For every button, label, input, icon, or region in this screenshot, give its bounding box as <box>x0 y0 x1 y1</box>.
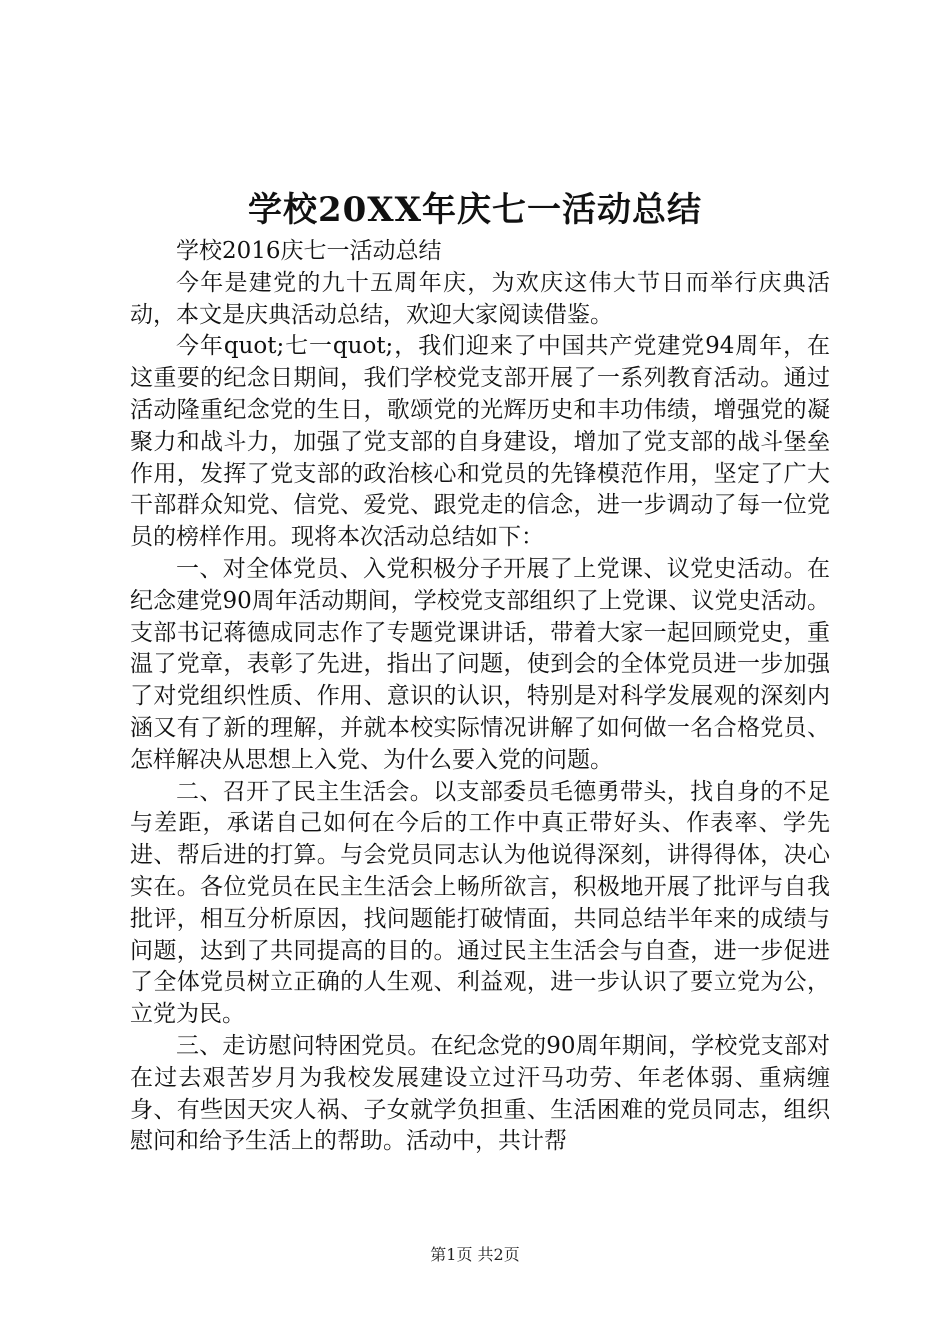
page-title: 学校20XX年庆七一活动总结 <box>247 190 703 230</box>
document-body <box>130 236 830 1158</box>
section-two-paragraph: 二、召开了民主生活会。以支部委员毛德勇带头，找自身的不足与差距，承诺自己如何在今后的工作中真正带好头、作表率、学先进、帮后进的打算。与会党员同志认为他说得深刻，讲得得体，决心实在。各位党员在民主生活会上畅所欲言，积极地开展了批评与自我批评，相互分析原因，找问题能打破情面，共同总结半年来的成绩与问题，达到了共同提高的目的。通过民主生活会与自查，进一步促进了全体党员树立正确的人生观、利益观，进一步认识了要立党为公，立党为民。 <box>130 778 830 1028</box>
intro-paragraph: 今年是建党的九十五周年庆，为欢庆这伟大节日而举行庆典活动，本文是庆典活动总结，欢迎大家阅读借鉴。 <box>130 269 830 328</box>
page-number-footer: 第1页 共2页 <box>430 1245 520 1264</box>
section-three-paragraph: 三、走访慰问特困党员。在纪念党的90周年期间，学校党支部对在过去艰苦岁月为我校发展建设立过汗马功劳、年老体弱、重病缠身、有些因天灾人祸、子女就学负担重、生活困难的党员同志，组织慰问和给予生活上的帮助。活动中，共计帮 <box>130 1032 830 1155</box>
section-one-paragraph: 一、对全体党员、入党积极分子开展了上党课、议党史活动。在纪念建党90周年活动期间，学校党支部组织了上党课、议党史活动。支部书记蒋德成同志作了专题党课讲话，带着大家一起回顾党史，重温了党章，表彰了先进，指出了问题，使到会的全体党员进一步加强了对党组织性质、作用、意识的认识，特别是对科学发展观的深刻内涵又有了新的理解，并就本校实际情况讲解了如何做一名合格党员、怎样解决从思想上入党、为什么要入党的问题。 <box>130 555 830 773</box>
subtitle-paragraph: 学校2016庆七一活动总结 <box>176 238 442 264</box>
overview-paragraph: 今年quot;七一quot;，我们迎来了中国共产党建党94周年，在这重要的纪念日期间，我们学校党支部开展了一系列教育活动。通过活动隆重纪念党的生日，歌颂党的光辉历史和丰功伟绩，增强党的凝聚力和战斗力，加强了党支部的自身建设，增加了党支部的战斗堡垒作用，发挥了党支部的政治核心和党员的先锋模范作用，坚定了广大干部群众知党、信党、爱党、跟党走的信念，进一步调动了每一位党员的榜样作用。现将本次活动总结如下： <box>130 333 830 551</box>
